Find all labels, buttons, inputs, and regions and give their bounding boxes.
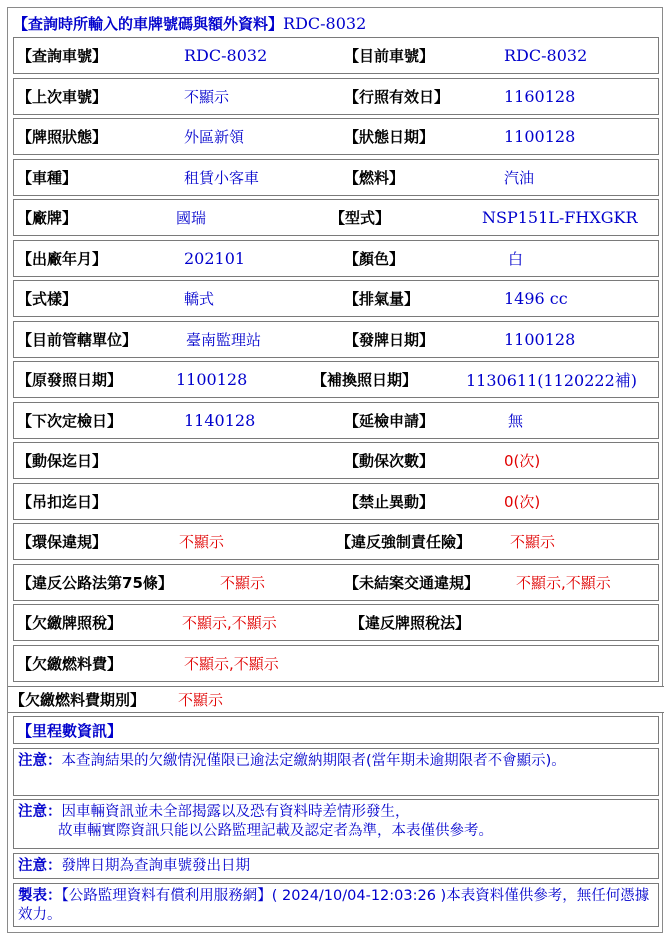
field-value: 不顯示 <box>184 88 230 106</box>
field-value: 1140128 <box>184 411 256 430</box>
info-row <box>13 564 659 601</box>
field-label: 【未結案交通違規】 <box>344 574 480 592</box>
field-value: 汽油 <box>504 169 535 187</box>
field-label: 【欠繳牌照稅】 <box>17 614 123 632</box>
field-value: 無 <box>508 412 524 430</box>
field-label: 【燃料】 <box>344 169 405 187</box>
info-row <box>13 280 659 317</box>
field-label: 【下次定檢日】 <box>17 412 123 430</box>
footer-timestamp: ( 2024/10/04-12:03:26 ) <box>271 888 447 904</box>
notice-box <box>13 799 659 849</box>
notice-text: 發牌日期為查詢車號發出日期 <box>61 858 250 874</box>
footer-key: 製表： <box>18 888 62 904</box>
info-row <box>13 523 659 560</box>
info-row <box>13 442 659 479</box>
field-label: 【查詢車號】 <box>17 47 108 65</box>
field-value: RDC-8032 <box>184 46 268 65</box>
page-title <box>13 12 366 36</box>
field-value: 1100128 <box>504 127 576 146</box>
notice-key: 注意： <box>18 858 62 874</box>
field-label: 【動保迄日】 <box>17 452 108 470</box>
info-row <box>13 604 659 641</box>
field-value: 1160128 <box>504 87 576 106</box>
field-label: 【目前車號】 <box>344 47 435 65</box>
field-value: 國瑞 <box>176 209 207 227</box>
notice-key: 注意： <box>18 804 62 820</box>
field-value: 1100128 <box>504 330 576 349</box>
field-label: 【發牌日期】 <box>344 331 435 349</box>
field-value: 白 <box>508 250 524 268</box>
field-label: 【上次車號】 <box>17 88 108 106</box>
field-label: 【狀態日期】 <box>344 128 435 146</box>
field-value: 不顯示 <box>220 574 266 592</box>
field-value: 202101 <box>184 249 246 268</box>
title-label: 【查詢時所輸入的車牌號碼與額外資料】 <box>13 15 284 33</box>
info-row <box>13 78 659 115</box>
title-plate: RDC-8032 <box>283 14 367 33</box>
field-label: 【禁止異動】 <box>344 493 435 511</box>
info-row <box>13 199 659 236</box>
notice-text: 故車輛實際資訊只能以公路監理記載及認定者為準，本表僅供參考。 <box>58 823 493 839</box>
field-label: 【廠牌】 <box>17 209 78 227</box>
field-label: 【動保次數】 <box>344 452 435 470</box>
info-row <box>13 37 659 74</box>
field-label: 【顏色】 <box>344 250 405 268</box>
field-value: 0(次) <box>504 493 541 511</box>
field-label: 【違反牌照稅法】 <box>350 614 471 632</box>
field-label: 【原發照日期】 <box>17 371 123 389</box>
fuel-fee-period-label: 【欠繳燃料費期別】 <box>10 691 146 709</box>
field-value: NSP151L-FHXGKR <box>482 208 638 227</box>
info-row <box>13 361 659 398</box>
info-row <box>13 402 659 439</box>
field-value: 不顯示,不顯示 <box>516 574 611 592</box>
info-row <box>13 240 659 277</box>
field-value: 1130611(1120222補) <box>466 371 638 390</box>
field-label: 【出廠年月】 <box>17 250 108 268</box>
field-label: 【式樣】 <box>17 290 78 308</box>
notice-box <box>13 748 659 796</box>
fuel-fee-period-row <box>8 686 664 713</box>
field-label: 【環保違規】 <box>17 533 108 551</box>
footer-text: 本表資料僅供參考，無任何憑據效力。 <box>18 888 650 923</box>
field-value: 臺南監理站 <box>186 331 262 349</box>
mileage-section-header <box>13 716 659 744</box>
footer-box <box>13 883 659 927</box>
field-value: 1100128 <box>176 370 248 389</box>
field-label: 【延檢申請】 <box>344 412 435 430</box>
field-value: 1496 cc <box>504 289 568 308</box>
info-row <box>13 483 659 520</box>
field-label: 【行照有效日】 <box>344 88 450 106</box>
field-label: 【車種】 <box>17 169 78 187</box>
field-label: 【欠繳燃料費】 <box>17 655 123 673</box>
field-value: 不顯示 <box>179 533 225 551</box>
field-value: 0(次) <box>504 452 541 470</box>
field-value: 不顯示,不顯示 <box>182 614 277 632</box>
field-value: RDC-8032 <box>504 46 588 65</box>
footer-service: 【公路監理資料有償利用服務網】 <box>61 888 272 904</box>
field-value: 轎式 <box>184 290 215 308</box>
field-label: 【牌照狀態】 <box>17 128 108 146</box>
field-label: 【違反公路法第75條】 <box>17 574 173 592</box>
field-label: 【吊扣迄日】 <box>17 493 108 511</box>
field-label: 【補換照日期】 <box>312 371 418 389</box>
notice-text: 本查詢結果的欠繳情況僅限已逾法定繳納期限者(當年期未逾期限者不會顯示)。 <box>61 753 566 769</box>
field-value: 外區新領 <box>184 128 245 146</box>
fuel-fee-period-value: 不顯示 <box>178 691 224 709</box>
field-value: 租賃小客車 <box>184 169 260 187</box>
notice-key: 注意： <box>18 753 62 769</box>
report-sheet <box>7 7 663 933</box>
info-row <box>13 159 659 196</box>
field-label: 【型式】 <box>330 209 391 227</box>
field-label: 【違反強制責任險】 <box>336 533 472 551</box>
mileage-header-label: 【里程數資訊】 <box>17 721 123 740</box>
notice-text: 因車輛資訊並未全部揭露以及恐有資料時差情形發生， <box>61 804 410 820</box>
info-row <box>13 645 659 682</box>
field-label: 【目前管轄單位】 <box>17 331 138 349</box>
info-row <box>13 321 659 358</box>
notice-box <box>13 853 659 879</box>
info-row <box>13 118 659 155</box>
field-label: 【排氣量】 <box>344 290 420 308</box>
field-value: 不顯示,不顯示 <box>184 655 279 673</box>
field-value: 不顯示 <box>510 533 556 551</box>
